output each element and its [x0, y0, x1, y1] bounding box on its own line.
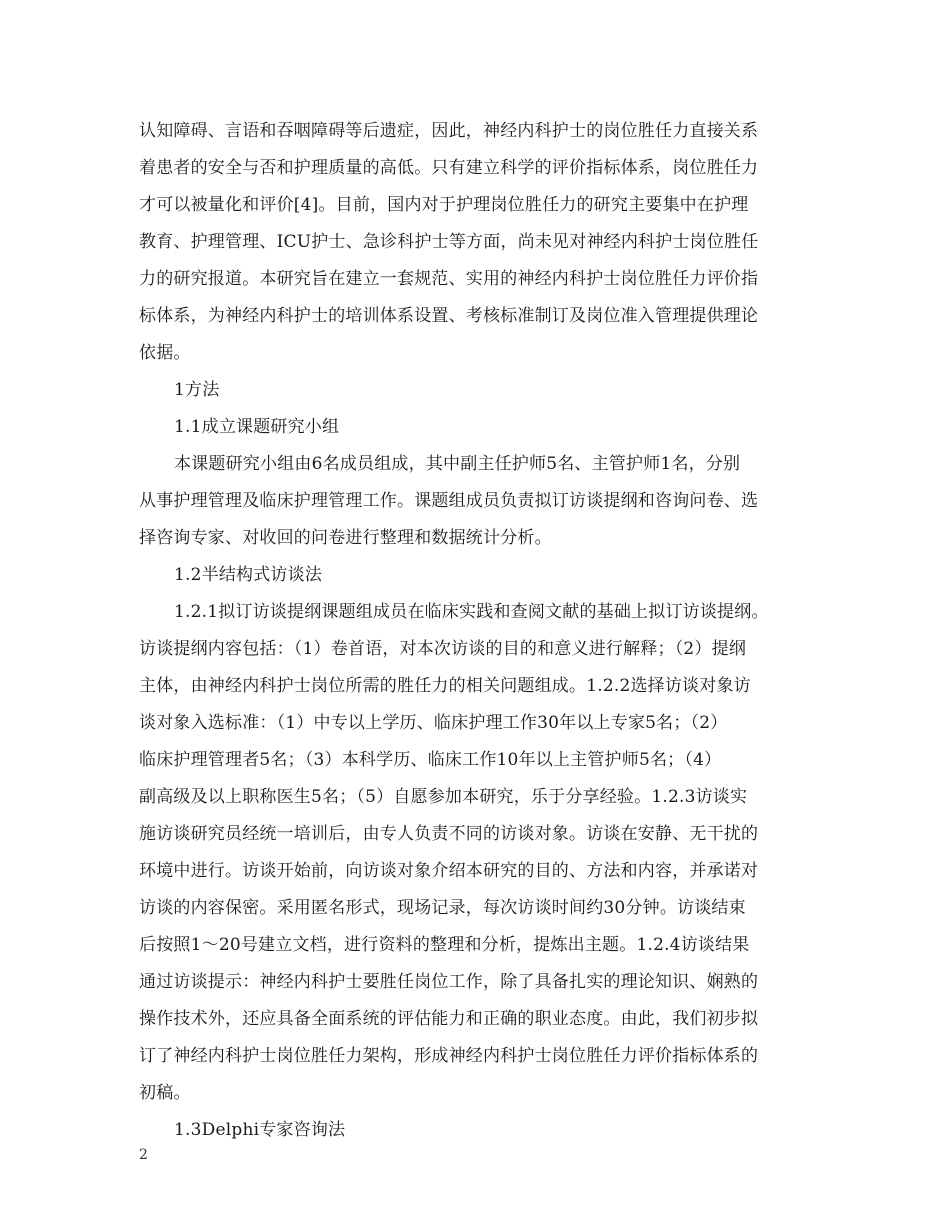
body-text-line: 初稿。: [139, 1083, 191, 1103]
body-text-line: 订了神经内科护士岗位胜任力架构，形成神经内科护士岗位胜任力评价指标体系的: [139, 1046, 759, 1066]
body-text-line: 施访谈研究员经统一培训后，由专人负责不同的访谈对象。访谈在安静、无干扰的: [139, 824, 759, 844]
body-text-line: 副高级及以上职称医生5名；（5）自愿参加本研究，乐于分享经验。1.2.3访谈实: [139, 787, 748, 807]
body-text-line: 认知障碍、言语和吞咽障碍等后遗症，因此，神经内科护士的岗位胜任力直接关系: [139, 121, 759, 141]
body-text-line: 着患者的安全与否和护理质量的高低。只有建立科学的评价指标体系，岗位胜任力: [139, 158, 759, 178]
body-text-line: 操作技术外，还应具备全面系统的评估能力和正确的职业态度。由此，我们初步拟: [139, 1009, 759, 1029]
body-text-line: 访谈的内容保密。采用匿名形式，现场记录，每次访谈时间约30分钟。访谈结束: [139, 898, 746, 918]
body-text-line: 力的研究报道。本研究旨在建立一套规范、实用的神经内科护士岗位胜任力评价指: [139, 269, 759, 289]
paragraph-first-line: 本课题研究小组由6名成员组成，其中副主任护师5名、主管护师1名，分别: [174, 454, 741, 474]
subsection-heading: 1.3Delphi专家咨询法: [174, 1120, 346, 1140]
body-text-line: 择咨询专家、对收回的问卷进行整理和数据统计分析。: [139, 528, 552, 548]
body-text-line: 标体系，为神经内科护士的培训体系设置、考核标准制订及岗位准入管理提供理论: [139, 306, 759, 326]
body-text-line: 主体，由神经内科护士岗位所需的胜任力的相关问题组成。1.2.2选择访谈对象访: [139, 676, 751, 696]
body-text-line: 才可以被量化和评价[4]。目前，国内对于护理岗位胜任力的研究主要集中在护理: [139, 195, 749, 215]
paragraph-first-line: 1.2.1拟订访谈提纲课题组成员在临床实践和查阅文献的基础上拟订访谈提纲。: [174, 602, 769, 622]
section-heading: 1方法: [174, 380, 220, 400]
page-number: 2: [139, 1147, 148, 1163]
body-text-line: 后按照1～20号建立文档，进行资料的整理和分析，提炼出主题。1.2.4访谈结果: [139, 935, 750, 955]
body-text-line: 教育、护理管理、ICU护士、急诊科护士等方面，尚未见对神经内科护士岗位胜任: [139, 232, 759, 252]
subsection-heading: 1.2半结构式访谈法: [174, 565, 323, 585]
body-text-line: 从事护理管理及临床护理管理工作。课题组成员负责拟订访谈提纲和咨询问卷、选: [139, 491, 759, 511]
body-text-line: 访谈提纲内容包括：（1）卷首语，对本次访谈的目的和意义进行解释；（2）提纲: [139, 639, 747, 659]
body-text-line: 谈对象入选标准：（1）中专以上学历、临床护理工作30年以上专家5名；（2）: [139, 713, 728, 733]
body-text-line: 依据。: [139, 343, 191, 363]
body-text-line: 临床护理管理者5名；（3）本科学历、临床工作10年以上主管护师5名；（4）: [139, 750, 722, 770]
body-text-line: 通过访谈提示：神经内科护士要胜任岗位工作，除了具备扎实的理论知识、娴熟的: [139, 972, 759, 992]
body-text-line: 环境中进行。访谈开始前，向访谈对象介绍本研究的目的、方法和内容，并承诺对: [139, 861, 759, 881]
subsection-heading: 1.1成立课题研究小组: [174, 417, 340, 437]
